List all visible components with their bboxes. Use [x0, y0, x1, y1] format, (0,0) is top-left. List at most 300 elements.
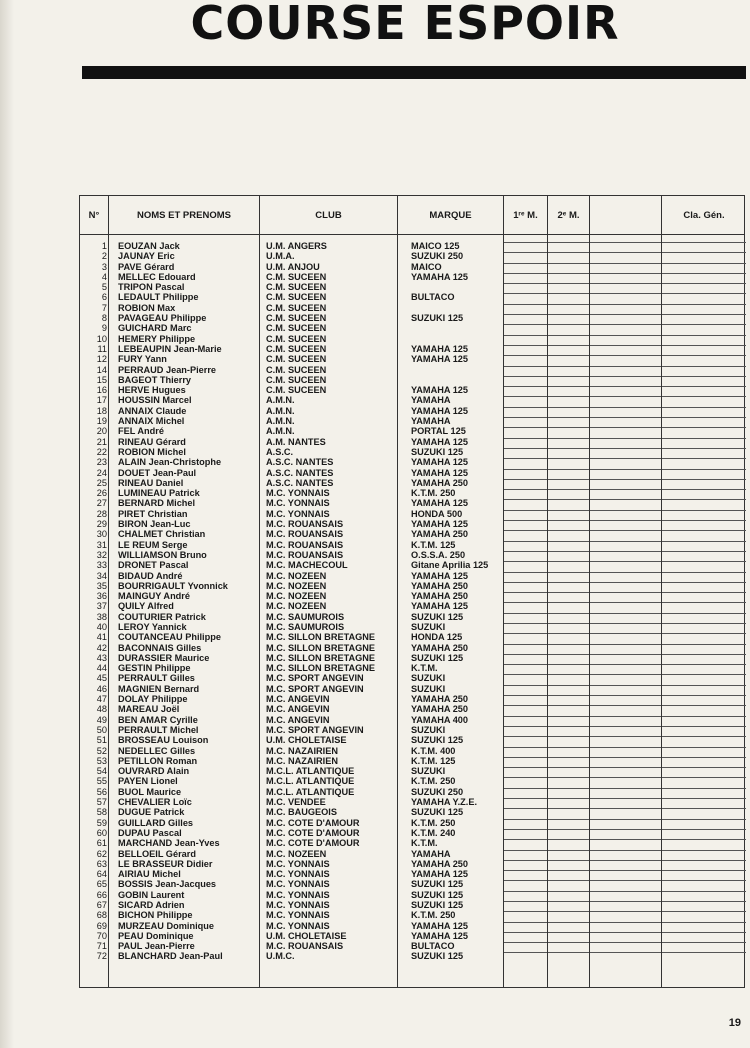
club-name: M.C. NOZEEN [266, 848, 327, 859]
table-row [80, 787, 744, 797]
row-number: 10 [96, 333, 107, 344]
motorcycle-brand: SUZUKI [411, 766, 446, 777]
club-name: M.C.L. ATLANTIQUE [266, 776, 355, 787]
table-row [80, 303, 744, 313]
rider-name: PERRAULT Michel [118, 724, 199, 735]
rider-name: BOSSIS Jean-Jacques [118, 879, 217, 890]
club-name: M.C. SILLON BRETAGNE [266, 663, 376, 674]
row-number: 70 [96, 930, 107, 941]
rider-name: PEAU Dominique [118, 930, 194, 941]
club-name: C.M. SUCEEN [266, 385, 327, 396]
table-row [80, 715, 744, 725]
rider-name: PAYEN Lionel [118, 776, 178, 787]
motorcycle-brand: SUZUKI 125 [411, 879, 464, 890]
header-club: CLUB [315, 210, 342, 221]
motorcycle-brand: BULTACO [411, 941, 455, 952]
rider-name: FURY Yann [118, 354, 167, 365]
rider-name: HEMERY Philippe [118, 333, 196, 344]
row-number: 71 [96, 941, 107, 952]
rider-name: GUILLARD Gilles [118, 817, 194, 828]
motorcycle-brand: SUZUKI 125 [411, 313, 464, 324]
table-row [80, 385, 744, 395]
table-row [80, 612, 744, 622]
club-name: U.M.C. [266, 951, 295, 962]
row-number: 8 [101, 313, 107, 324]
motorcycle-brand: YAMAHA [411, 848, 451, 859]
results-table [79, 195, 745, 988]
rider-name: GESTIN Philippe [118, 663, 191, 674]
row-number: 46 [96, 683, 107, 694]
row-number: 50 [96, 724, 107, 735]
club-name: M.C. YONNAIS [266, 889, 330, 900]
rider-name: BEN AMAR Cyrille [118, 714, 198, 725]
motorcycle-brand: O.S.S.A. 250 [411, 549, 466, 560]
club-name: M.C. YONNAIS [266, 910, 330, 921]
club-name: M.C. SPORT ANGEVIN [266, 724, 364, 735]
table-row [80, 746, 744, 756]
club-name: M.C.L. ATLANTIQUE [266, 786, 355, 797]
row-number: 58 [96, 807, 107, 818]
row-number: 7 [101, 302, 107, 313]
table-row [80, 488, 744, 498]
rider-name: BELLOEIL Gérard [118, 848, 196, 859]
rider-name: ANNAIX Michel [118, 416, 185, 427]
page-number: 19 [728, 1017, 741, 1029]
motorcycle-brand: YAMAHA [411, 416, 451, 427]
club-name: M.C. ANGEVIN [266, 704, 330, 715]
row-number: 28 [96, 508, 107, 519]
club-name: M.C. YONNAIS [266, 920, 330, 931]
club-name: M.C. VENDEE [266, 797, 326, 808]
row-number: 2 [101, 251, 107, 262]
rider-name: CHALMET Christian [118, 529, 206, 540]
motorcycle-brand: SUZUKI 125 [411, 446, 464, 457]
motorcycle-brand: YAMAHA 250 [411, 591, 469, 602]
row-number: 29 [96, 519, 107, 530]
rider-name: AIRIAU Michel [118, 869, 181, 880]
table-row [80, 663, 744, 673]
motorcycle-brand: K.T.M. 250 [411, 776, 456, 787]
table-row [80, 807, 744, 817]
row-number: 23 [96, 457, 107, 468]
club-name: M.C. COTE D'AMOUR [266, 827, 360, 838]
row-number: 44 [96, 663, 107, 674]
rider-name: COUTURIER Patrick [118, 611, 206, 622]
rider-name: BOURRIGAULT Yvonnick [118, 580, 228, 591]
page-fold [0, 0, 14, 1048]
table-row [80, 540, 744, 550]
table-row [80, 653, 744, 663]
motorcycle-brand: SUZUKI 125 [411, 951, 464, 962]
motorcycle-brand: YAMAHA 125 [411, 930, 469, 941]
club-name: M.C. ROUANSAIS [266, 941, 344, 952]
header-num: N° [88, 210, 100, 221]
club-name: C.M. SUCEEN [266, 333, 327, 344]
result-cell [548, 952, 589, 962]
motorcycle-brand: SUZUKI [411, 621, 446, 632]
club-name: M.C. ROUANSAIS [266, 519, 344, 530]
club-name: M.C. NOZEEN [266, 580, 327, 591]
row-number: 11 [97, 343, 107, 354]
club-name: U.M. CHOLETAISE [266, 735, 347, 746]
table-row [80, 756, 744, 766]
motorcycle-brand: YAMAHA 400 [411, 714, 469, 725]
row-number: 64 [96, 869, 107, 880]
table-row [80, 323, 744, 333]
club-name: M.C. SAUMUROIS [266, 621, 345, 632]
row-number: 5 [101, 282, 107, 293]
club-name: C.M. SUCEEN [266, 292, 327, 303]
motorcycle-brand: K.T.M. 125 [411, 539, 456, 550]
rider-name: BLANCHARD Jean-Paul [118, 951, 223, 962]
rider-name: BERNARD Michel [118, 498, 196, 509]
rider-name: BUOL Maurice [118, 786, 182, 797]
table-row [80, 344, 744, 354]
rider-name: RINEAU Gérard [118, 436, 186, 447]
table-row [80, 334, 744, 344]
row-number: 26 [96, 488, 107, 499]
club-name: U.M.A. [266, 251, 295, 262]
table-row [80, 951, 744, 961]
table-row [80, 457, 744, 467]
row-number: 19 [96, 416, 107, 427]
motorcycle-brand: YAMAHA 125 [411, 385, 469, 396]
rider-name: MAGNIEN Bernard [118, 683, 200, 694]
rider-name: WILLIAMSON Bruno [118, 549, 207, 560]
row-number: 47 [96, 694, 107, 705]
table-row [80, 910, 744, 920]
table-row [80, 375, 744, 385]
table-row [80, 468, 744, 478]
table-row [80, 694, 744, 704]
row-number: 16 [96, 385, 107, 396]
row-number: 32 [96, 549, 107, 560]
rider-name: ANNAIX Claude [118, 405, 187, 416]
rider-name: ROBION Michel [118, 446, 186, 457]
club-name: A.S.C. NANTES [266, 477, 334, 488]
club-name: M.C. NOZEEN [266, 601, 327, 612]
motorcycle-brand: YAMAHA 125 [411, 519, 469, 530]
club-name: M.C.L. ATLANTIQUE [266, 766, 355, 777]
header-name: NOMS ET PRENOMS [137, 210, 231, 221]
rider-name: LEROY Yannick [118, 621, 187, 632]
rider-name: BROSSEAU Louison [118, 735, 209, 746]
club-name: M.C. MACHECOUL [266, 560, 348, 571]
motorcycle-brand: K.T.M. 250 [411, 817, 456, 828]
motorcycle-brand: YAMAHA 250 [411, 858, 469, 869]
row-number: 66 [96, 889, 107, 900]
club-name: M.C. ROUANSAIS [266, 539, 344, 550]
club-name: C.M. SUCEEN [266, 374, 327, 385]
club-name: C.M. SUCEEN [266, 323, 327, 334]
row-number: 14 [96, 364, 107, 375]
row-number: 56 [96, 786, 107, 797]
table-row [80, 550, 744, 560]
rider-name: ALAIN Jean-Christophe [118, 457, 222, 468]
row-number: 37 [96, 601, 107, 612]
motorcycle-brand: BULTACO [411, 292, 455, 303]
motorcycle-brand: YAMAHA 250 [411, 477, 469, 488]
club-name: C.M. SUCEEN [266, 364, 327, 375]
motorcycle-brand: MAICO [411, 261, 442, 272]
row-number: 59 [96, 817, 107, 828]
row-number: 34 [96, 570, 107, 581]
row-number: 65 [96, 879, 107, 890]
club-name: C.M. SUCEEN [266, 302, 327, 313]
row-number: 52 [96, 745, 107, 756]
table-row [80, 704, 744, 714]
club-name: C.M. SUCEEN [266, 354, 327, 365]
table-row [80, 797, 744, 807]
motorcycle-brand: SUZUKI 125 [411, 611, 464, 622]
result-cell [504, 952, 547, 962]
table-row [80, 498, 744, 508]
row-number: 45 [96, 673, 107, 684]
table-row [80, 571, 744, 581]
rider-name: BIDAUD André [118, 570, 183, 581]
page-title: COURSE ESPOIR [190, 0, 620, 50]
table-row [80, 859, 744, 869]
table-row [80, 591, 744, 601]
club-name: A.M.N. [266, 395, 295, 406]
motorcycle-brand: YAMAHA 125 [411, 405, 469, 416]
table-body [80, 241, 744, 962]
club-name: M.C. ANGEVIN [266, 714, 330, 725]
table-row [80, 684, 744, 694]
rider-name: LE BRASSEUR Didier [118, 858, 213, 869]
table-row [80, 632, 744, 642]
motorcycle-brand: K.T.M. 125 [411, 755, 456, 766]
club-name: M.C. ANGEVIN [266, 694, 330, 705]
table-row [80, 581, 744, 591]
header-manche-1: 1ʳᵉ M. [513, 210, 538, 221]
rider-name: MURZEAU Dominique [118, 920, 214, 931]
row-number: 68 [96, 910, 107, 921]
header-marque: MARQUE [429, 210, 472, 221]
rider-name: DUGUE Patrick [118, 807, 185, 818]
rider-name: CHEVALIER Loïc [118, 797, 192, 808]
table-row [80, 941, 744, 951]
motorcycle-brand: YAMAHA 125 [411, 271, 469, 282]
row-number: 53 [96, 755, 107, 766]
club-name: M.C. YONNAIS [266, 498, 330, 509]
motorcycle-brand: YAMAHA 125 [411, 498, 469, 509]
club-name: U.M. ANGERS [266, 241, 327, 251]
table-row [80, 643, 744, 653]
row-number: 25 [96, 477, 107, 488]
table-row [80, 395, 744, 405]
motorcycle-brand: YAMAHA 250 [411, 580, 469, 591]
table-row [80, 849, 744, 859]
club-name: M.C. YONNAIS [266, 858, 330, 869]
row-number: 51 [96, 735, 107, 746]
motorcycle-brand: YAMAHA 125 [411, 869, 469, 880]
rider-name: EOUZAN Jack [118, 241, 180, 251]
table-row [80, 478, 744, 488]
table-row [80, 272, 744, 282]
header-manche-2: 2ᵉ M. [557, 210, 580, 221]
row-number: 60 [96, 827, 107, 838]
club-name: A.S.C. NANTES [266, 467, 334, 478]
club-name: C.M. SUCEEN [266, 343, 327, 354]
club-name: M.C. NAZAIRIEN [266, 755, 338, 766]
motorcycle-brand: K.T.M. 240 [411, 827, 456, 838]
motorcycle-brand: SUZUKI 125 [411, 889, 464, 900]
motorcycle-brand: YAMAHA 125 [411, 436, 469, 447]
rider-name: HERVE Hugues [118, 385, 186, 396]
table-row [80, 282, 744, 292]
header-rule [80, 234, 744, 235]
table-row [80, 879, 744, 889]
motorcycle-brand: YAMAHA 250 [411, 529, 469, 540]
motorcycle-brand: SUZUKI 125 [411, 807, 464, 818]
rider-name: LEDAULT Philippe [118, 292, 199, 303]
rider-name: LE REUM Serge [118, 539, 188, 550]
rider-name: SICARD Adrien [118, 900, 185, 910]
club-name: M.C. YONNAIS [266, 488, 330, 499]
club-name: M.C. SPORT ANGEVIN [266, 683, 364, 694]
motorcycle-brand: YAMAHA 125 [411, 354, 469, 365]
rider-name: GOBIN Laurent [118, 889, 185, 900]
row-number: 42 [96, 642, 107, 653]
motorcycle-brand: K.T.M. 400 [411, 745, 456, 756]
row-number: 33 [96, 560, 107, 571]
motorcycle-brand: SUZUKI [411, 724, 446, 735]
rider-name: OUVRARD Alain [118, 766, 190, 777]
club-name: M.C. YONNAIS [266, 879, 330, 890]
motorcycle-brand: SUZUKI 125 [411, 900, 464, 910]
row-number: 48 [96, 704, 107, 715]
row-number: 27 [96, 498, 107, 509]
motorcycle-brand: YAMAHA Y.Z.E. [411, 797, 478, 808]
club-name: C.M. SUCEEN [266, 271, 327, 282]
row-number: 21 [96, 436, 107, 447]
result-cell [662, 952, 746, 962]
table-row [80, 241, 744, 251]
table-row [80, 365, 744, 375]
motorcycle-brand: YAMAHA 125 [411, 920, 469, 931]
rider-name: BACONNAIS Gilles [118, 642, 202, 653]
motorcycle-brand: YAMAHA 125 [411, 457, 469, 468]
club-name: M.C. YONNAIS [266, 508, 330, 519]
motorcycle-brand: HONDA 500 [411, 508, 463, 519]
rider-name: DRONET Pascal [118, 560, 189, 571]
motorcycle-brand: MAICO 125 [411, 241, 460, 251]
motorcycle-brand: SUZUKI 125 [411, 652, 464, 663]
rider-name: PAVE Gérard [118, 261, 175, 272]
row-number: 36 [96, 591, 107, 602]
motorcycle-brand: SUZUKI [411, 683, 446, 694]
rider-name: COUTANCEAU Philippe [118, 632, 221, 643]
table-row [80, 838, 744, 848]
rider-name: FEL André [118, 426, 164, 437]
club-name: M.C. NOZEEN [266, 591, 327, 602]
table-row [80, 931, 744, 941]
row-number: 40 [96, 621, 107, 632]
club-name: M.C. NOZEEN [266, 570, 327, 581]
table-row [80, 818, 744, 828]
table-row [80, 900, 744, 910]
rider-name: MAINGUY André [118, 591, 190, 602]
club-name: M.C. ROUANSAIS [266, 549, 344, 560]
row-number: 72 [96, 951, 107, 962]
rider-name: MELLEC Edouard [118, 271, 196, 282]
club-name: C.M. SUCEEN [266, 313, 327, 324]
club-name: M.C. YONNAIS [266, 869, 330, 880]
motorcycle-brand: PORTAL 125 [411, 426, 466, 437]
club-name: M.C. SAUMUROIS [266, 611, 345, 622]
row-number: 63 [96, 858, 107, 869]
row-number: 22 [96, 446, 107, 457]
row-number: 54 [96, 766, 107, 777]
row-number: 43 [96, 652, 107, 663]
rider-name: HOUSSIN Marcel [118, 395, 192, 406]
table-row [80, 437, 744, 447]
motorcycle-brand: YAMAHA 125 [411, 343, 469, 354]
club-name: M.C. SPORT ANGEVIN [266, 673, 364, 684]
motorcycle-brand: YAMAHA 125 [411, 570, 469, 581]
motorcycle-brand: SUZUKI [411, 673, 446, 684]
row-number: 15 [96, 374, 107, 385]
table-row [80, 354, 744, 364]
motorcycle-brand: YAMAHA 250 [411, 704, 469, 715]
rider-name: DURASSIER Maurice [118, 652, 210, 663]
motorcycle-brand: SUZUKI 250 [411, 786, 464, 797]
row-number: 57 [96, 797, 107, 808]
rider-name: MAREAU Joël [118, 704, 180, 715]
table-row [80, 426, 744, 436]
table-row [80, 560, 744, 570]
rider-name: NEDELLEC Gilles [118, 745, 196, 756]
club-name: A.M. NANTES [266, 436, 326, 447]
table-row [80, 416, 744, 426]
table-row [80, 519, 744, 529]
rider-name: QUILY Alfred [118, 601, 174, 612]
row-number: 49 [96, 714, 107, 725]
rider-name: LEBEAUPIN Jean-Marie [118, 343, 222, 354]
rider-name: TRIPON Pascal [118, 282, 185, 293]
rider-name: PIRET Christian [118, 508, 188, 519]
rider-name: DUPAU Pascal [118, 827, 182, 838]
rider-name: LUMINEAU Patrick [118, 488, 200, 499]
motorcycle-brand: HONDA 125 [411, 632, 463, 643]
rider-name: JAUNAY Eric [118, 251, 175, 262]
table-row [80, 622, 744, 632]
row-number: 31 [96, 539, 107, 550]
club-name: M.C. ROUANSAIS [266, 529, 344, 540]
row-number: 24 [96, 467, 107, 478]
motorcycle-brand: Gitane Aprilia 125 [411, 560, 489, 571]
motorcycle-brand: K.T.M. [411, 663, 438, 674]
motorcycle-brand: YAMAHA 125 [411, 467, 469, 478]
club-name: A.M.N. [266, 405, 295, 416]
rider-name: BAGEOT Thierry [118, 374, 192, 385]
header-classement: Cla. Gén. [683, 210, 725, 221]
table-row [80, 251, 744, 261]
row-number: 38 [96, 611, 107, 622]
rider-name: PAVAGEAU Philippe [118, 313, 207, 324]
club-name: A.S.C. [266, 446, 294, 457]
table-row [80, 890, 744, 900]
row-number: 1 [101, 241, 107, 251]
rider-name: RINEAU Daniel [118, 477, 184, 488]
club-name: A.M.N. [266, 426, 295, 437]
row-number: 12 [96, 354, 107, 365]
table-row [80, 776, 744, 786]
motorcycle-brand: SUZUKI 250 [411, 251, 464, 262]
motorcycle-brand: SUZUKI 125 [411, 735, 464, 746]
club-name: C.M. SUCEEN [266, 282, 327, 293]
